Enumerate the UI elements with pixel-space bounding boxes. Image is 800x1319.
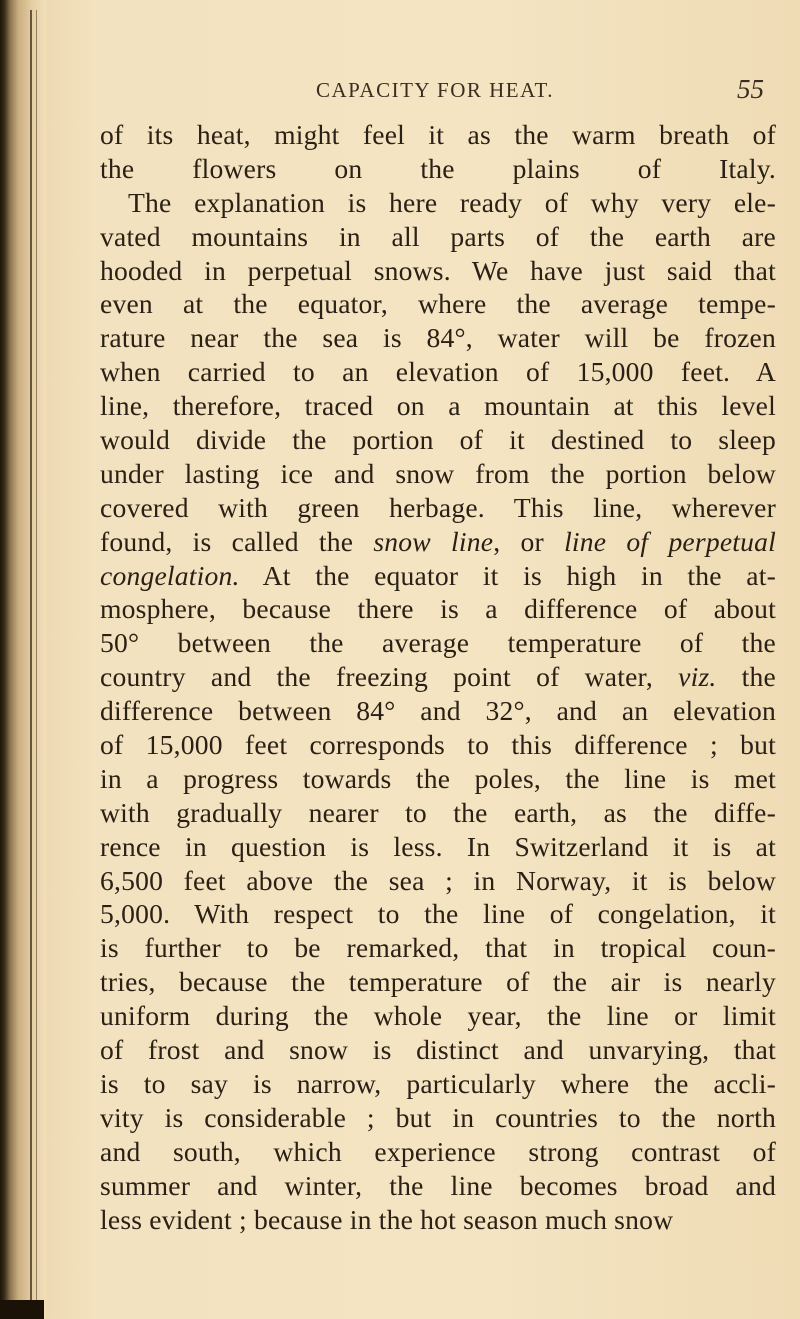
text-line bbox=[100, 931, 776, 965]
text-line bbox=[100, 559, 776, 593]
page-header bbox=[90, 76, 780, 108]
gutter-edge-line bbox=[30, 10, 32, 1310]
text-line bbox=[100, 965, 776, 999]
text-segment: and south, which experience strong contrast of bbox=[100, 1135, 776, 1167]
text-line bbox=[100, 389, 776, 423]
text-line bbox=[100, 118, 776, 152]
text-line bbox=[100, 457, 776, 491]
text-line bbox=[100, 525, 776, 559]
text-segment: , or bbox=[493, 525, 565, 557]
text-segment: is further to be remarked, that in tropical coun- bbox=[100, 932, 776, 964]
text-segment: hooded in perpetual snows. We have just said that bbox=[100, 254, 776, 286]
text-segment: line, therefore, traced on a mountain at this level bbox=[100, 390, 776, 422]
text-segment: when carried to an elevation of 15,000 feet. A bbox=[100, 356, 776, 388]
page-number: 55 bbox=[737, 74, 764, 104]
text-segment: vity is considerable ; but in countries to the north bbox=[100, 1101, 776, 1133]
text-line bbox=[100, 897, 776, 931]
text-line bbox=[100, 1101, 776, 1135]
text-line bbox=[100, 1135, 776, 1169]
text-segment: covered with green herbage. This line, wherever bbox=[100, 491, 776, 523]
text-line bbox=[100, 1169, 776, 1203]
text-segment: even at the equator, where the average tempe- bbox=[100, 288, 776, 320]
text-line bbox=[100, 626, 776, 660]
text-line bbox=[100, 1203, 776, 1237]
text-segment: of 15,000 feet corresponds to this difference ; but bbox=[100, 729, 776, 761]
text-segment: under lasting ice and snow from the portion below bbox=[100, 457, 776, 489]
text-line bbox=[100, 491, 776, 525]
text-line bbox=[100, 592, 776, 626]
text-line bbox=[100, 999, 776, 1033]
text-segment: rature near the sea is 84°, water will be frozen bbox=[100, 322, 776, 354]
text-line bbox=[100, 796, 776, 830]
text-line bbox=[100, 1067, 776, 1101]
text-segment: mosphere, because there is a difference of about bbox=[100, 593, 776, 625]
text-segment: of its heat, might feel it as the warm breath of bbox=[100, 119, 776, 150]
italic-term: snow line bbox=[373, 525, 494, 557]
gutter-edge-line bbox=[36, 10, 37, 1310]
text-line bbox=[100, 660, 776, 694]
text-line bbox=[100, 186, 776, 220]
text-line bbox=[100, 220, 776, 254]
text-line bbox=[100, 423, 776, 457]
text-segment: the bbox=[716, 661, 776, 693]
text-line bbox=[100, 355, 776, 389]
text-segment: in a progress towards the poles, the line is met bbox=[100, 762, 776, 794]
text-line bbox=[100, 762, 776, 796]
text-segment: rence in question is less. In Switzerland it is at bbox=[100, 830, 776, 862]
text-segment: is to say is narrow, particularly where the accli- bbox=[100, 1067, 776, 1099]
text-segment: would divide the portion of it destined to sleep bbox=[100, 424, 776, 456]
text-line bbox=[100, 1033, 776, 1067]
text-line bbox=[100, 830, 776, 864]
text-segment: uniform during the whole year, the line or limit bbox=[100, 1000, 776, 1032]
text-line bbox=[100, 152, 776, 186]
text-segment: less evident ; because in the hot season much snow bbox=[100, 1203, 674, 1235]
gutter-corner-shadow bbox=[0, 1300, 44, 1319]
text-segment: with gradually nearer to the earth, as the diffe- bbox=[100, 796, 776, 828]
book-gutter bbox=[0, 0, 46, 1319]
text-segment: the flowers on the plains of Italy. bbox=[100, 152, 776, 184]
italic-term: viz. bbox=[678, 661, 717, 693]
text-segment: difference between 84° and 32°, and an elevation bbox=[100, 695, 776, 727]
text-segment: The explanation is here ready of why very ele- bbox=[128, 186, 776, 218]
text-segment: 5,000. With respect to the line of congelation, it bbox=[100, 898, 776, 930]
text-segment: found, is called the bbox=[100, 525, 374, 557]
running-head: CAPACITY FOR HEAT. bbox=[315, 78, 554, 102]
text-line bbox=[100, 254, 776, 288]
text-line bbox=[100, 287, 776, 321]
text-line bbox=[100, 321, 776, 355]
text-line bbox=[100, 864, 776, 898]
text-line bbox=[100, 728, 776, 762]
text-segment: 6,500 feet above the sea ; in Norway, it is below bbox=[100, 864, 776, 896]
text-segment: tries, because the temperature of the air is nearly bbox=[100, 966, 776, 998]
text-segment: At the equator it is high in the at- bbox=[239, 559, 776, 591]
text-segment: vated mountains in all parts of the earth are bbox=[100, 220, 776, 252]
text-segment: country and the freezing point of water, bbox=[100, 661, 679, 693]
body-text bbox=[100, 118, 776, 1236]
text-segment: summer and winter, the line becomes broad and bbox=[100, 1169, 776, 1201]
italic-term: congelation. bbox=[100, 559, 240, 591]
text-segment: of frost and snow is distinct and unvarying, that bbox=[100, 1034, 776, 1066]
italic-term: line of perpetual bbox=[564, 525, 776, 557]
text-segment: 50° between the average temperature of the bbox=[100, 627, 776, 659]
text-line bbox=[100, 694, 776, 728]
